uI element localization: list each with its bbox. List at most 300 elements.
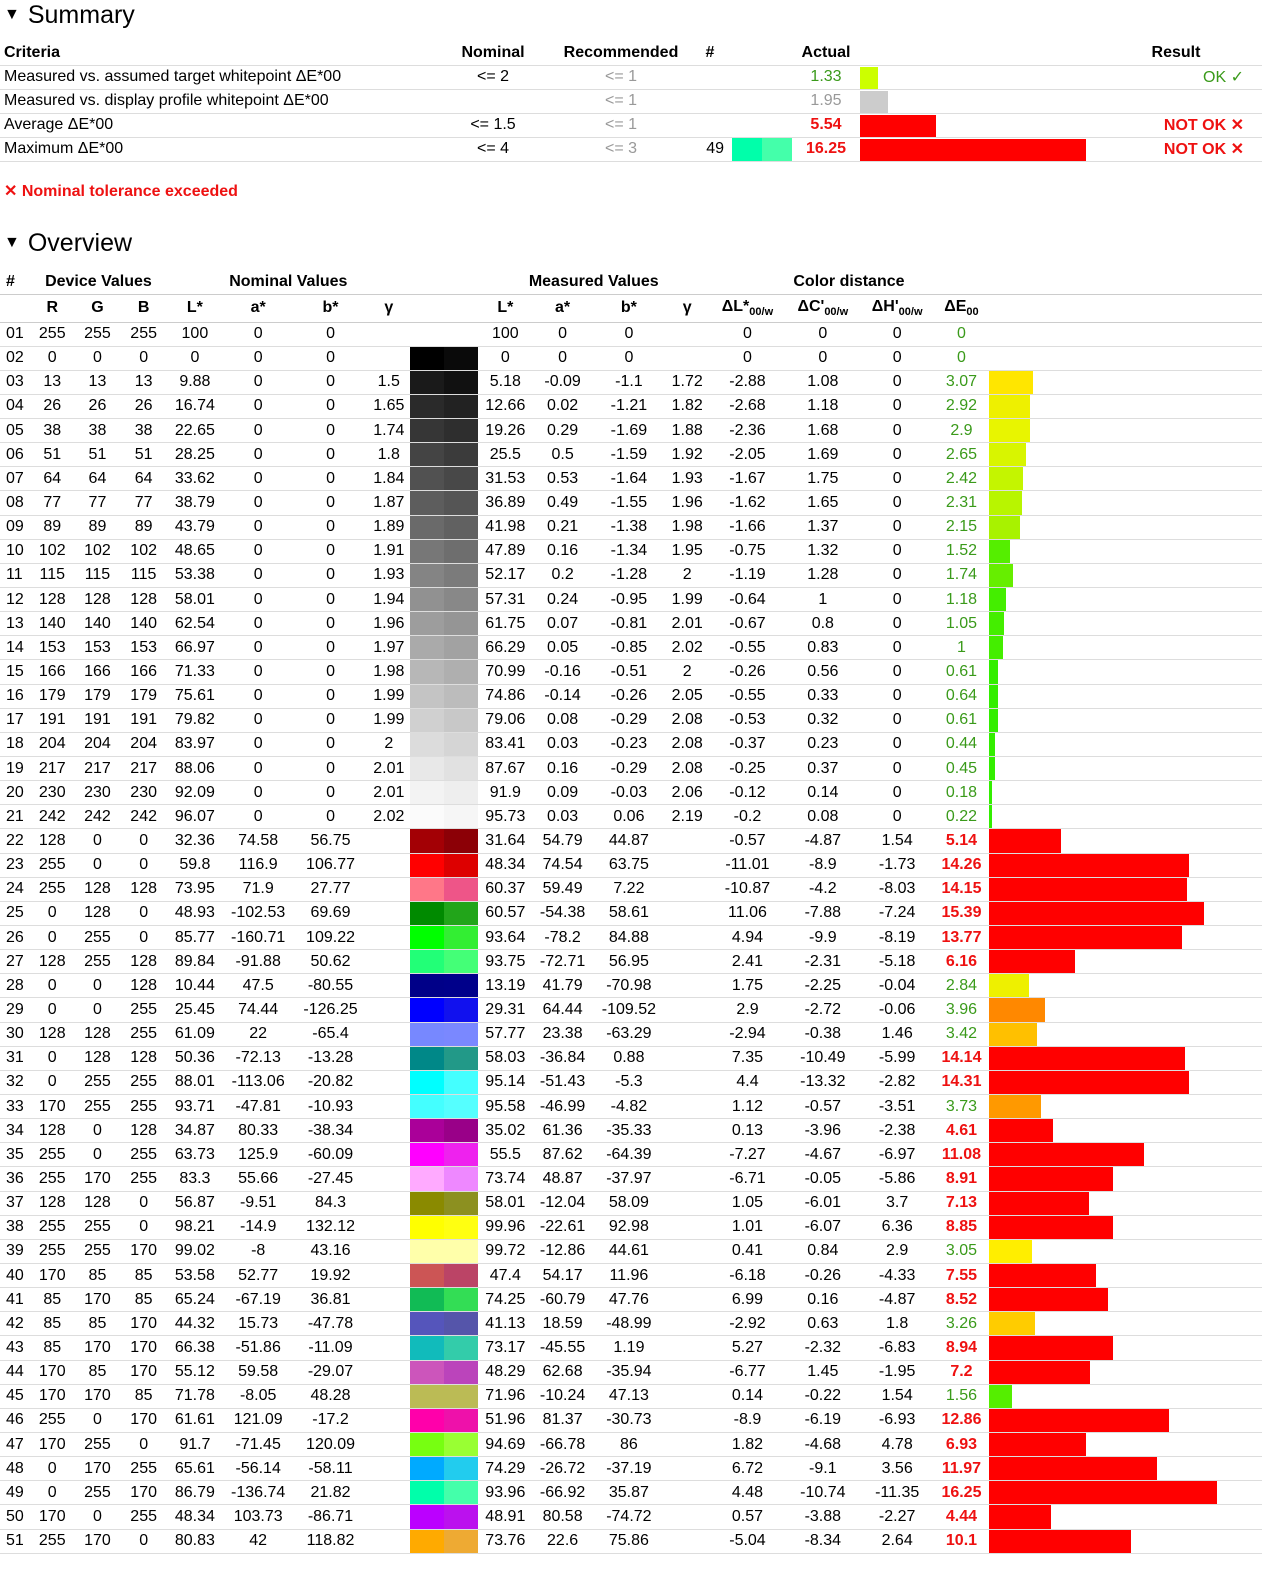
nominal-gamma [368,1215,410,1239]
delta-e: 4.44 [934,1505,988,1529]
device-r: 0 [30,1046,74,1070]
nominal-b: -47.78 [293,1312,367,1336]
color-swatch [410,588,478,612]
sub-empty [0,294,30,322]
device-g: 217 [74,757,120,781]
delta-h: -0.04 [860,974,934,998]
measured-b: -63.29 [593,1022,665,1046]
device-g: 255 [74,1070,120,1094]
sub-measured-b: b* [593,294,665,322]
nominal-a: 0 [223,588,293,612]
device-g: 170 [74,1384,120,1408]
measured-gamma [665,1529,709,1553]
color-swatch [410,829,478,853]
delta-c: -9.1 [786,1457,860,1481]
delta-l: -11.01 [709,853,785,877]
measured-l: 48.34 [478,853,532,877]
measured-color-swatch [444,323,478,346]
nominal-a: 116.9 [223,853,293,877]
delta-e-bar [989,1457,1157,1480]
measured-l: 58.03 [478,1046,532,1070]
delta-h: 0 [860,515,934,539]
measured-gamma [665,1505,709,1529]
measured-gamma [665,346,709,370]
color-swatch [410,998,478,1022]
device-r: 170 [30,1384,74,1408]
delta-c: -3.96 [786,1119,860,1143]
delta-e-bar [989,1095,1041,1118]
delta-h: 0 [860,757,934,781]
nominal-gamma: 2 [368,732,410,756]
row-num: 13 [0,612,30,636]
nominal-b: -65.4 [293,1022,367,1046]
measured-a: 0.21 [532,515,592,539]
summary-section-toggle[interactable] [4,0,135,30]
overview-row [0,1336,1262,1360]
delta-e-bar [989,1216,1113,1239]
row-num: 47 [0,1432,30,1456]
nominal-color-swatch [410,1167,444,1190]
measured-gamma [665,974,709,998]
nominal-color-swatch [410,1336,444,1359]
hash-cell [696,65,724,89]
color-swatch [410,974,478,998]
color-swatch [410,1263,478,1287]
delta-e-bar-cell [989,636,1262,660]
nominal-b: 0 [293,732,367,756]
delta-e: 0.45 [934,757,988,781]
device-g: 26 [74,394,120,418]
device-b: 0 [121,1432,167,1456]
swatch-cell [724,89,792,113]
row-num: 37 [0,1191,30,1215]
measured-b: -1.21 [593,394,665,418]
measured-l: 0 [478,346,532,370]
nominal-b: 0 [293,491,367,515]
nominal-b: -29.07 [293,1360,367,1384]
measured-a: 62.68 [532,1360,592,1384]
device-g: 128 [74,877,120,901]
device-b: 128 [121,950,167,974]
delta-c: 1.28 [786,563,860,587]
device-g: 89 [74,515,120,539]
nominal-a: 71.9 [223,877,293,901]
color-swatch [410,1046,478,1070]
nominal-a: -160.71 [223,926,293,950]
nominal-b: -11.09 [293,1336,367,1360]
measured-gamma [665,1191,709,1215]
delta-h: 0 [860,467,934,491]
delta-c: 0.23 [786,732,860,756]
nominal-l: 28.25 [167,443,223,467]
overview-row [0,901,1262,925]
measured-gamma [665,998,709,1022]
delta-c: 0.8 [786,612,860,636]
overview-row [0,419,1262,443]
delta-h: 1.8 [860,1312,934,1336]
nominal-color-swatch [410,1385,444,1408]
delta-l: 0.41 [709,1239,785,1263]
delta-l: -1.67 [709,467,785,491]
delta-c: -2.72 [786,998,860,1022]
delta-l: -0.57 [709,829,785,853]
nominal-b: 0 [293,805,367,829]
delta-e-bar-cell [989,612,1262,636]
delta-e-bar [989,1264,1096,1287]
delta-c: -10.49 [786,1046,860,1070]
sub-bar [989,294,1262,322]
delta-e-bar-cell [989,1119,1262,1143]
device-r: 0 [30,901,74,925]
nominal-color-swatch [410,974,444,997]
delta-e-bar-cell [989,1239,1262,1263]
measured-a: -72.71 [532,950,592,974]
device-r: 128 [30,588,74,612]
delta-e: 3.07 [934,370,988,394]
row-num: 28 [0,974,30,998]
nominal-b: 109.22 [293,926,367,950]
delta-e-bar-cell [989,1263,1262,1287]
delta-e-bar-cell [989,708,1262,732]
measured-gamma: 2 [665,563,709,587]
measured-b: -109.52 [593,998,665,1022]
overview-row [0,853,1262,877]
measured-color-swatch [444,1457,478,1480]
device-g: 0 [74,998,120,1022]
overview-row [0,539,1262,563]
col-actual: Actual [792,41,860,65]
measured-a: -54.38 [532,901,592,925]
color-swatch [410,394,478,418]
delta-h: 0 [860,684,934,708]
device-g: 38 [74,419,120,443]
nominal-a: 0 [223,491,293,515]
nominal-l: 66.97 [167,636,223,660]
delta-l: 6.72 [709,1457,785,1481]
device-b: 51 [121,443,167,467]
sub-g: G [74,294,120,322]
group-color-distance: Color distance [709,270,988,294]
delta-e: 0.64 [934,684,988,708]
delta-l: 11.06 [709,901,785,925]
device-b: 255 [121,322,167,346]
collapse-triangle-icon: ▼ [4,6,20,23]
nominal-a: 0 [223,467,293,491]
delta-l: 6.99 [709,1288,785,1312]
measured-color-swatch [444,540,478,563]
delta-e-bar-cell [989,394,1262,418]
delta-l: 1.75 [709,974,785,998]
delta-e-bar [989,1481,1217,1504]
device-b: 115 [121,563,167,587]
measured-a: -26.72 [532,1457,592,1481]
nominal-a: -9.51 [223,1191,293,1215]
overview-row [0,1191,1262,1215]
nominal-cell: <= 4 [440,137,546,161]
delta-l: 4.4 [709,1070,785,1094]
device-b: 89 [121,515,167,539]
delta-c: 0.84 [786,1239,860,1263]
measured-a: 80.58 [532,1505,592,1529]
device-r: 128 [30,1022,74,1046]
measured-color-swatch [444,1167,478,1190]
measured-a: 0.53 [532,467,592,491]
delta-e-bar [989,1023,1037,1046]
nominal-color-swatch [410,829,444,852]
nominal-b: 0 [293,757,367,781]
delta-e-bar [989,1505,1051,1528]
nominal-gamma [368,1070,410,1094]
delta-h: -6.97 [860,1143,934,1167]
overview-row [0,1408,1262,1432]
device-b: 242 [121,805,167,829]
device-g: 170 [74,1288,120,1312]
row-num: 32 [0,1070,30,1094]
delta-e-bar-cell [989,1070,1262,1094]
device-g: 170 [74,1529,120,1553]
nominal-gamma [368,829,410,853]
group-nominal-values: Nominal Values [167,270,410,294]
measured-gamma: 1.88 [665,419,709,443]
delta-c: 1.75 [786,467,860,491]
delta-e-bar-cell [989,491,1262,515]
delta-h: 1.54 [860,1384,934,1408]
nominal-b: -80.55 [293,974,367,998]
nominal-gamma [368,1408,410,1432]
delta-c: 0.33 [786,684,860,708]
measured-color-swatch [444,1409,478,1432]
device-r: 255 [30,1239,74,1263]
delta-e: 13.77 [934,926,988,950]
delta-c: 0.63 [786,1312,860,1336]
device-r: 0 [30,346,74,370]
hash-cell: 49 [696,137,724,161]
delta-c: -6.07 [786,1215,860,1239]
nominal-gamma [368,346,410,370]
row-num: 18 [0,732,30,756]
delta-e-bar-cell [989,1312,1262,1336]
nominal-l: 86.79 [167,1481,223,1505]
delta-l: 1.05 [709,1191,785,1215]
measured-b: -48.99 [593,1312,665,1336]
measured-l: 58.01 [478,1191,532,1215]
color-swatch [410,1481,478,1505]
measured-color-swatch [444,1047,478,1070]
sub-nominal-a: a* [223,294,293,322]
nominal-l: 0 [167,346,223,370]
color-swatch [410,877,478,901]
color-swatch [410,708,478,732]
nominal-cell: <= 1.5 [440,113,546,137]
measured-l: 66.29 [478,636,532,660]
delta-e-bar-cell [989,974,1262,998]
nominal-b: 48.28 [293,1384,367,1408]
nominal-b: -27.45 [293,1167,367,1191]
nominal-gamma [368,1529,410,1553]
device-b: 179 [121,684,167,708]
nominal-a: -102.53 [223,901,293,925]
delta-h: -4.33 [860,1263,934,1287]
delta-c: 1.08 [786,370,860,394]
delta-h: -8.19 [860,926,934,950]
delta-c: 1 [786,588,860,612]
delta-c: -2.31 [786,950,860,974]
delta-c: 1.69 [786,443,860,467]
measured-gamma: 2.02 [665,636,709,660]
row-num: 21 [0,805,30,829]
measured-a: 48.87 [532,1167,592,1191]
color-swatch [410,370,478,394]
measured-color-swatch [444,467,478,490]
nominal-color-swatch [410,371,444,394]
measured-gamma [665,1022,709,1046]
delta-l: 4.94 [709,926,785,950]
measured-b: -1.28 [593,563,665,587]
overview-row [0,877,1262,901]
delta-l: -2.92 [709,1312,785,1336]
recommended-cell: <= 1 [546,65,696,89]
measured-gamma [665,1384,709,1408]
delta-h: 0 [860,419,934,443]
row-num: 29 [0,998,30,1022]
measured-gamma [665,1263,709,1287]
nominal-b: 0 [293,684,367,708]
row-num: 43 [0,1336,30,1360]
nominal-l: 83.3 [167,1167,223,1191]
collapse-triangle-icon: ▼ [4,234,20,251]
measured-l: 93.64 [478,926,532,950]
color-swatch [410,1095,478,1119]
measured-a: 18.59 [532,1312,592,1336]
nominal-gamma [368,1312,410,1336]
nominal-l: 48.34 [167,1505,223,1529]
overview-row [0,660,1262,684]
device-g: 242 [74,805,120,829]
delta-l: -6.18 [709,1263,785,1287]
device-b: 85 [121,1263,167,1287]
overview-row [0,1384,1262,1408]
delta-l: 7.35 [709,1046,785,1070]
device-b: 153 [121,636,167,660]
device-r: 170 [30,1432,74,1456]
delta-h: 0 [860,346,934,370]
nominal-b: 0 [293,467,367,491]
nominal-l: 55.12 [167,1360,223,1384]
measured-gamma: 2.08 [665,708,709,732]
device-b: 255 [121,1022,167,1046]
measured-a: 74.54 [532,853,592,877]
overview-row [0,757,1262,781]
device-b: 0 [121,1215,167,1239]
nominal-l: 85.77 [167,926,223,950]
delta-l: 1.12 [709,1095,785,1119]
result-cell: NOT OK ✕ [1090,137,1262,161]
row-num: 05 [0,419,30,443]
measured-color-swatch [444,1216,478,1239]
nominal-b: 56.75 [293,829,367,853]
measured-color-swatch [444,974,478,997]
delta-c: -4.87 [786,829,860,853]
color-swatch [410,515,478,539]
measured-b: -64.39 [593,1143,665,1167]
delta-e-bar [989,443,1026,466]
color-swatch [410,805,478,829]
delta-h: 0 [860,588,934,612]
measured-gamma: 2 [665,660,709,684]
result-cell [1090,89,1262,113]
nominal-a: 15.73 [223,1312,293,1336]
nominal-l: 34.87 [167,1119,223,1143]
overview-row [0,1095,1262,1119]
delta-h: 1.54 [860,829,934,853]
device-b: 255 [121,1143,167,1167]
nominal-l: 88.01 [167,1070,223,1094]
device-g: 128 [74,901,120,925]
device-g: 51 [74,443,120,467]
delta-c: -0.22 [786,1384,860,1408]
nominal-l: 58.01 [167,588,223,612]
nominal-l: 75.61 [167,684,223,708]
color-swatch [410,1022,478,1046]
device-g: 0 [74,1143,120,1167]
color-swatch [410,1529,478,1553]
measured-b: 44.61 [593,1239,665,1263]
measured-l: 36.89 [478,491,532,515]
nominal-gamma [368,1384,410,1408]
delta-h: 0 [860,732,934,756]
nominal-l: 53.58 [167,1263,223,1287]
nominal-b: 132.12 [293,1215,367,1239]
device-b: 0 [121,1191,167,1215]
delta-e: 3.26 [934,1312,988,1336]
nominal-l: 38.79 [167,491,223,515]
measured-b: 0.06 [593,805,665,829]
group-device-values: Device Values [30,270,167,294]
measured-gamma [665,1336,709,1360]
measured-b: -0.81 [593,612,665,636]
nominal-l: 65.24 [167,1288,223,1312]
measured-a: -12.86 [532,1239,592,1263]
delta-e: 3.42 [934,1022,988,1046]
device-g: 230 [74,781,120,805]
nominal-gamma: 2.01 [368,781,410,805]
row-num: 12 [0,588,30,612]
delta-e: 8.52 [934,1288,988,1312]
measured-b: -1.59 [593,443,665,467]
measured-a: 0.08 [532,708,592,732]
delta-e: 7.55 [934,1263,988,1287]
delta-e: 0 [934,322,988,346]
device-r: 51 [30,443,74,467]
device-r: 255 [30,1529,74,1553]
actual-bar [860,67,878,89]
color-swatch [410,467,478,491]
nominal-gamma: 1.84 [368,467,410,491]
measured-b: 58.61 [593,901,665,925]
sub-swatch [410,294,478,322]
criteria-cell: Measured vs. display profile whitepoint ΔE*00 [0,89,440,113]
sub-nominal-l: L* [167,294,223,322]
nominal-color-swatch [410,1361,444,1384]
measured-color-swatch [444,1240,478,1263]
row-num: 15 [0,660,30,684]
row-num: 45 [0,1384,30,1408]
delta-c: 0.56 [786,660,860,684]
delta-l: -7.27 [709,1143,785,1167]
swatch-cell [724,65,792,89]
measured-b: -70.98 [593,974,665,998]
overview-section-toggle[interactable] [4,228,132,258]
